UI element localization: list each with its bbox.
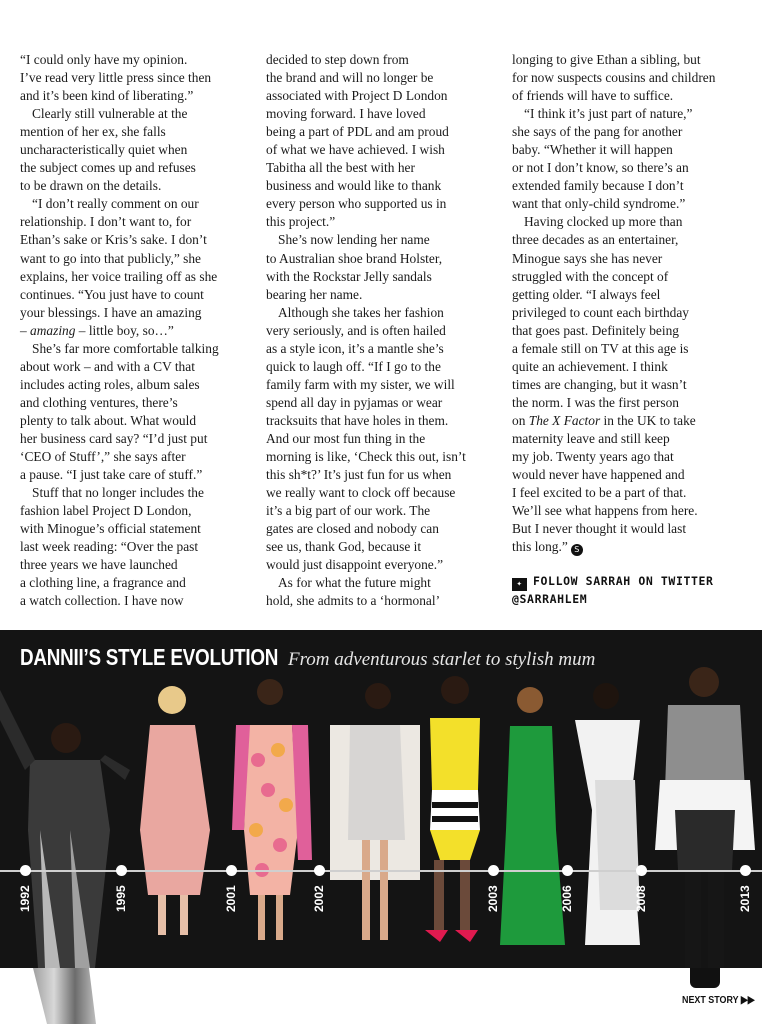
text-line: as a style icon, it’s a mantle she’s: [266, 340, 444, 356]
text-line: associated with Project D London: [266, 88, 448, 104]
outfit-photo-green-gown: [500, 687, 565, 945]
text-line: morning is like, ‘Check this out, isn’t: [266, 449, 466, 465]
timeline-dot: [636, 865, 647, 876]
text-line: a clothing line, a fragrance and: [20, 575, 186, 591]
year-label: 1995: [114, 885, 128, 912]
text-line: want to go into that publicly,” she: [20, 250, 201, 266]
text-line: about work – and with a CV that: [20, 358, 195, 374]
text-line: business and would like to thank: [266, 178, 442, 194]
twitter-bird-icon: ✦: [512, 578, 527, 591]
text-line: ‘CEO of Stuff’,” she says after: [20, 449, 186, 465]
outfit-photo-1995: [140, 686, 210, 935]
text-line: We’ll see what happens from here.: [512, 503, 698, 519]
year-label: 2006: [560, 885, 574, 912]
text-line: mention of her ex, she falls: [20, 124, 166, 140]
text-line: hold, she admits to a ‘hormonal’: [266, 593, 441, 609]
text-line: baby. “Whether it will happen: [512, 142, 673, 158]
timeline-dot: [562, 865, 573, 876]
outfit-photo-2013: [655, 667, 755, 968]
year-label: 2001: [224, 885, 238, 912]
twitter-follow-label: FOLLOW SARRAH ON TWITTER: [533, 574, 714, 588]
text-line: and it’s been kind of liberating.”: [20, 88, 194, 104]
text-line: would never have happened and: [512, 467, 685, 483]
outfit-photo-2003: [425, 676, 480, 942]
text-line: times are changing, but it wasn’t: [512, 376, 687, 392]
text-line: every person who supported us in: [266, 196, 447, 212]
text-line: that goes past. Definitely being: [512, 322, 679, 338]
text-line: her business card say? “I’d just put: [20, 430, 208, 446]
text-line: see us, thank God, because it: [266, 539, 422, 555]
text-line: fashion label Project D London,: [20, 503, 192, 519]
text-line: Minogue says she has never: [512, 250, 663, 266]
year-label: 2003: [486, 885, 500, 912]
text-line: [512, 538, 752, 556]
text-line: want that only-child syndrome.”: [512, 196, 686, 212]
text-line: of what we have achieved. I wish: [266, 142, 445, 158]
text-line: to Australian shoe brand Holster,: [266, 250, 443, 266]
text-line: last week reading: “Over the past: [20, 539, 199, 555]
text-line: uncharacteristically quiet when: [20, 142, 188, 158]
twitter-handle[interactable]: @SARRAHLEM: [512, 592, 588, 606]
text-line: Stuff that no longer includes the: [32, 485, 204, 501]
text-line: my job. Twenty years ago that: [512, 449, 674, 465]
text-line: maternity leave and still keep: [512, 430, 670, 446]
text-line: being a part of PDL and am proud: [266, 124, 449, 140]
text-line: on The X Factor in the UK to take: [512, 412, 696, 428]
article-column-2: [266, 51, 498, 610]
text-line: explains, her voice trailing off as she: [20, 268, 218, 284]
outfit-photos: [0, 630, 762, 968]
text-line: And our most fun thing in the: [266, 430, 426, 446]
text-line: three decades as an entertainer,: [512, 232, 679, 248]
text-line: struggled with the concept of: [512, 268, 669, 284]
outfit-photo-2002: [330, 683, 420, 940]
text-line: tracksuits that have holes in them.: [266, 412, 449, 428]
text-line: I’ve read very little press since then: [20, 70, 212, 86]
text-line: As for what the future might: [278, 575, 431, 591]
timeline-dot: [740, 865, 751, 876]
text-line: privileged to count each birthday: [512, 304, 689, 320]
text-line: decided to step down from: [266, 52, 409, 67]
text-line: and clothing ventures, there’s: [20, 394, 178, 410]
text-line: or not I don’t know, so there’s an: [512, 160, 689, 176]
style-evolution-panel: [0, 630, 762, 968]
text-line: very seriously, and is often hailed: [266, 322, 446, 338]
text-line: three years we have launched: [20, 557, 178, 573]
text-line: moving forward. I have loved: [266, 106, 426, 122]
text-line: a watch collection. I have now: [20, 593, 184, 609]
text-line: relationship. I don’t want to, for: [20, 214, 192, 230]
text-line: longing to give Ethan a sibling, but: [512, 52, 701, 67]
text-line: “I don’t really comment on our: [32, 196, 199, 212]
text-line: Although she takes her fashion: [278, 304, 444, 320]
outfit-photo-2013-boots: [690, 968, 720, 988]
outfit-photo-2006: [575, 683, 640, 945]
outfit-photo-1992-boots: [26, 968, 96, 1024]
text-line: would just disappoint everyone.”: [266, 557, 444, 573]
year-label: 2008: [634, 885, 648, 912]
text-line: this project.”: [266, 214, 336, 230]
text-line: a pause. “I just take care of stuff.”: [20, 467, 203, 483]
year-label: 2002: [312, 885, 326, 912]
text-line: we really want to clock off because: [266, 485, 456, 501]
text-line: she says of the pang for another: [512, 124, 683, 140]
text-line: of friends will have to suffice.: [512, 88, 674, 104]
text-line: continues. “You just have to count: [20, 286, 204, 302]
text-line: with Minogue’s official statement: [20, 521, 201, 537]
text-line: plenty to talk about. What would: [20, 412, 197, 428]
text-line: getting older. “I always feel: [512, 286, 661, 302]
text-line: But I never thought it would last: [512, 521, 687, 537]
timeline-dot: [226, 865, 237, 876]
text-line: She’s now lending her name: [278, 232, 430, 248]
text-line: this sh*t?’ It’s just fun for us when: [266, 467, 452, 483]
text-line-final: this long.”: [512, 539, 568, 555]
text-line: to be drawn on the details.: [20, 178, 162, 194]
outfit-photo-2001: [232, 679, 312, 940]
twitter-credit: [512, 573, 714, 608]
text-line: for now suspects cousins and children: [512, 70, 716, 86]
year-label: 1992: [18, 885, 32, 912]
style-evolution-title: DANNII’S STYLE EVOLUTION: [20, 644, 279, 670]
text-line: a female still on TV at this age is: [512, 340, 689, 356]
text-line: I feel excited to be a part of that.: [512, 485, 687, 501]
text-line: it’s a big part of our work. The: [266, 503, 431, 519]
timeline-dot: [314, 865, 325, 876]
text-line: quick to laugh off. “If I go to the: [266, 358, 441, 374]
text-line: quite an achievement. I think: [512, 358, 668, 374]
end-of-article-icon: S: [571, 544, 583, 556]
text-line: Ethan’s sake or Kris’s sake. I don’t: [20, 232, 207, 248]
text-line: with the Rockstar Jelly sandals: [266, 268, 432, 284]
timeline-line: [0, 870, 762, 872]
text-line: bearing her name.: [266, 286, 363, 302]
timeline-dot: [488, 865, 499, 876]
text-line: the subject comes up and refuses: [20, 160, 196, 176]
article-column-3: [512, 51, 752, 556]
text-line: – amazing – little boy, so…”: [20, 322, 174, 338]
text-line: gates are closed and nobody can: [266, 521, 439, 537]
timeline-dot: [116, 865, 127, 876]
text-line: the norm. I was the first person: [512, 394, 679, 410]
text-line: spend all day in pyjamas or wear: [266, 394, 443, 410]
text-line: “I could only have my opinion.: [20, 52, 188, 67]
style-evolution-subtitle: From adventurous starlet to stylish mum: [288, 649, 596, 670]
year-label: 2013: [738, 885, 752, 912]
text-line: includes acting roles, album sales: [20, 376, 200, 392]
text-line: the brand and will no longer be: [266, 70, 434, 86]
text-line: Clearly still vulnerable at the: [32, 106, 188, 122]
next-story-link[interactable]: NEXT STORY ▶▶: [682, 994, 755, 1006]
text-line: extended family because I don’t: [512, 178, 684, 194]
article-column-1: [20, 51, 252, 610]
twitter-follow-line[interactable]: [512, 573, 714, 591]
outfit-photo-1992: [0, 690, 130, 968]
text-line: Tabitha all the best with her: [266, 160, 415, 176]
text-line: “I think it’s just part of nature,”: [524, 106, 693, 122]
text-line: Having clocked up more than: [524, 214, 683, 230]
text-line: family farm with my sister, we will: [266, 376, 455, 392]
text-line: your blessings. I have an amazing: [20, 304, 202, 320]
text-line: She’s far more comfortable talking: [32, 340, 219, 356]
timeline-dot: [20, 865, 31, 876]
